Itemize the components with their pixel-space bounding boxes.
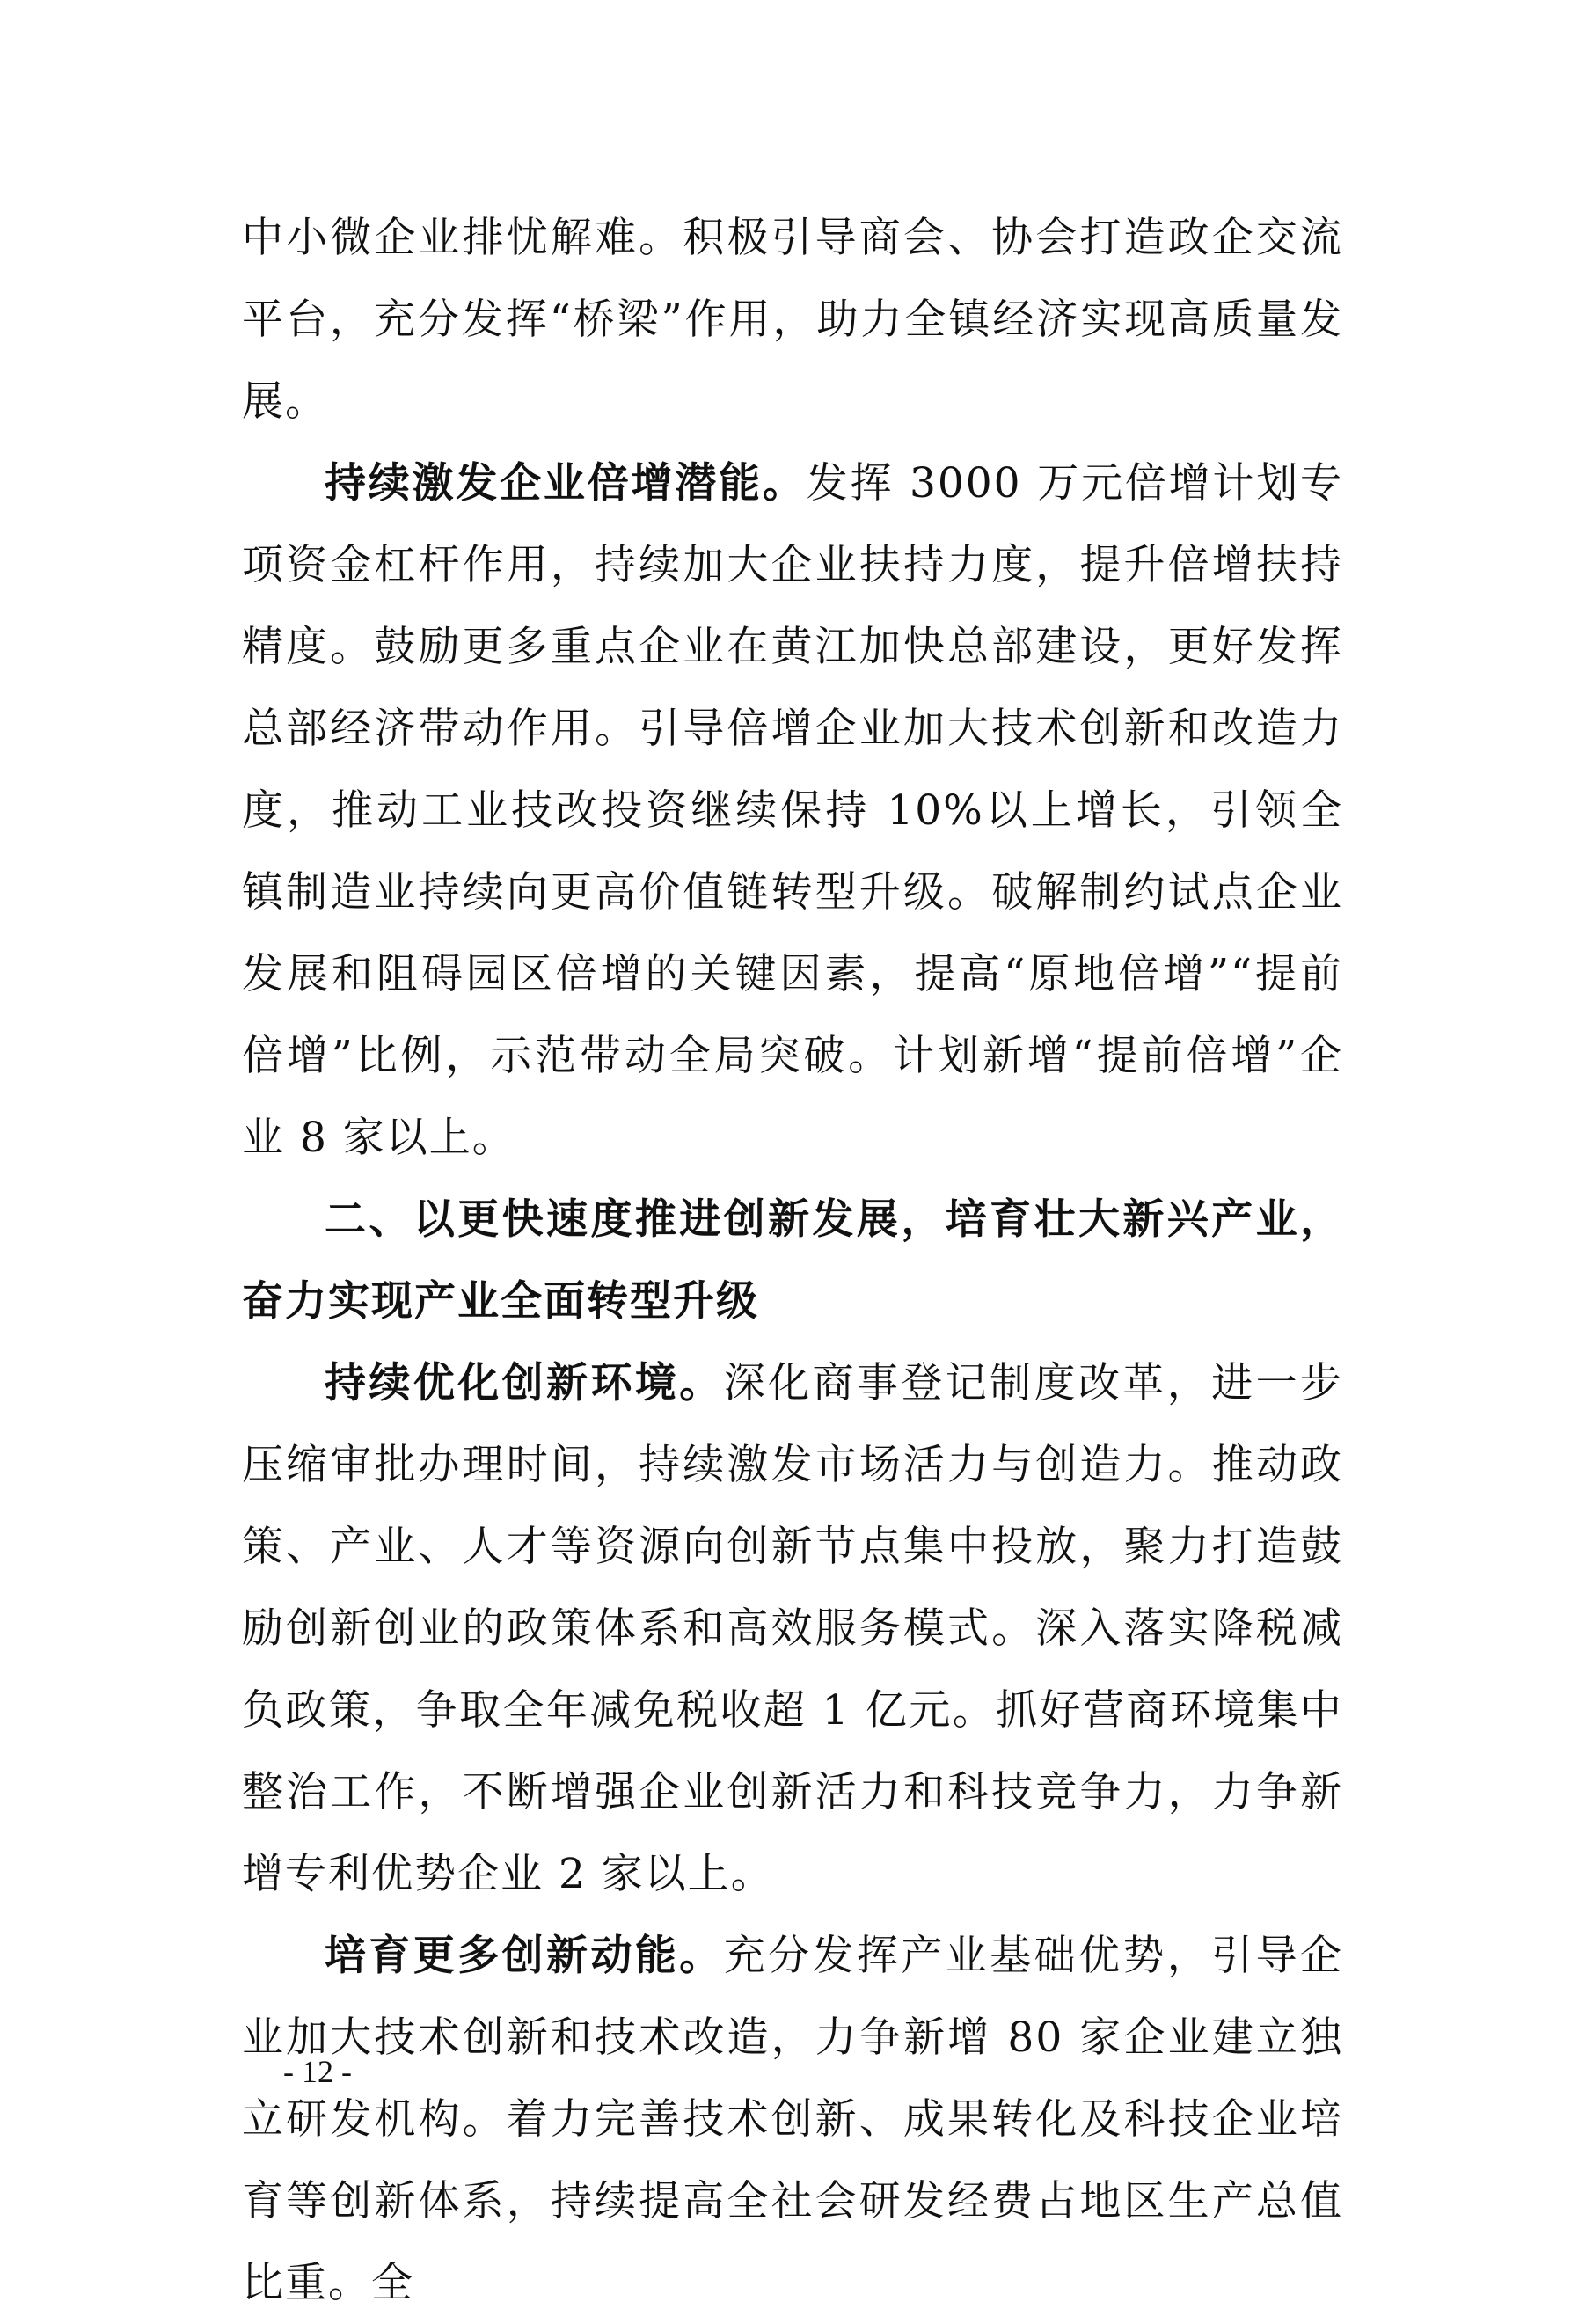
paragraph-text: 深化商事登记制度改革，进一步压缩审批办理时间，持续激发市场活力与创造力。推动政策、产业、人才等资源向创新节点集中投放，聚力打造鼓励创新创业的政策体系和高效服务模式。深入落实降税减负政策，争取全年减免税收超 1 亿元。抓好营商环境集中整治工作，不断增强企业创新活力和科技竞争力，力争新增专利优势企业 2 家以上。 bbox=[242, 1359, 1344, 1898]
paragraph-text: 充分发挥产业基础优势，引导企业加大技术创新和技术改造，力争新增 80 家企业建立独立研发机构。着力完善技术创新、成果转化及科技企业培育等创新体系，持续提高全社会研发经费占地区生产总值比重。全 bbox=[242, 1932, 1344, 2307]
paragraph-innovation-momentum bbox=[242, 1915, 1343, 2324]
paragraph-text: 发挥 3000 万元倍增计划专项资金杠杆作用，持续加大企业扶持力度，提升倍增扶持精度。鼓励更多重点企业在黄江加快总部建设，更好发挥总部经济带动作用。引导倍增企业加大技术创新和改造力度，推动工业技改投资继续保持 10%以上增长，引领全镇制造业持续向更高价值链转型升级。破解制约试点企业发展和阻碍园区倍增的关键因素，提高“原地倍增”“提前倍增”比例，示范带动全局突破。计划新增“提前倍增”企业 8 家以上。 bbox=[242, 459, 1344, 1162]
paragraph-lead: 持续优化创新环境。 bbox=[325, 1359, 724, 1407]
section-heading: 二、以更快速度推进创新发展，培育壮大新兴产业，奋力实现产业全面转型升级 bbox=[242, 1195, 1343, 1326]
paragraph-lead: 培育更多创新动能。 bbox=[325, 1932, 724, 1980]
paragraph-lead: 持续激发企业倍增潜能。 bbox=[325, 459, 807, 508]
paragraph-continuation bbox=[242, 197, 1343, 442]
paragraph-text: 中小微企业排忧解难。积极引导商会、协会打造政企交流平台，充分发挥“桥梁”作用，助力全镇经济实现高质量发展。 bbox=[242, 214, 1343, 426]
paragraph-innovation-environment bbox=[242, 1342, 1343, 1915]
page-number: - 12 - bbox=[283, 2054, 352, 2089]
paragraph-enterprise-potential bbox=[242, 442, 1343, 1179]
document-body bbox=[242, 197, 1343, 2324]
